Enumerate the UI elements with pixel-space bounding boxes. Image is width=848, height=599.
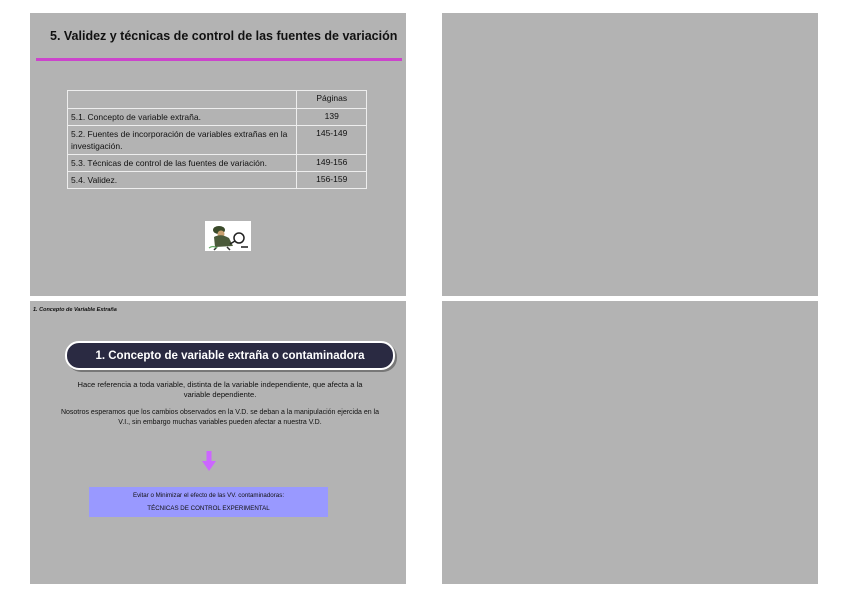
control-techniques-box <box>89 487 328 517</box>
explanation-paragraph: Nosotros esperamos que los cambios observados en la V.D. se deban a la manipulación ejercida en la V.I., sin embargo muchas variables pueden afectar a nuestra V.D. <box>60 409 380 426</box>
table-cell-pages: 156-159 <box>297 172 367 189</box>
slide-3-header: 1. Concepto de Variable Extraña <box>33 307 117 313</box>
contents-table <box>67 90 367 189</box>
slide-4-blank <box>442 301 818 584</box>
slide-3 <box>30 301 406 584</box>
table-cell-topic: 5.1. Concepto de variable extraña. <box>68 109 297 126</box>
table-cell-topic: 5.2. Fuentes de incorporación de variables extrañas en la investigación. <box>68 126 297 155</box>
table-row <box>68 172 367 189</box>
table-cell-pages: 145-149 <box>297 126 367 155</box>
table-cell-topic: 5.3. Técnicas de control de las fuentes de variación. <box>68 155 297 172</box>
table-row <box>68 109 367 126</box>
table-header-empty <box>68 91 297 109</box>
slide-2-blank <box>442 13 818 296</box>
box-line-1: Evitar o Minimizar el efecto de las VV. contaminadoras: <box>132 492 285 499</box>
table-cell-topic: 5.4. Validez. <box>68 172 297 189</box>
arrow-down-icon <box>202 451 216 471</box>
slide-1-title: 5. Validez y técnicas de control de las fuentes de variación <box>50 29 398 43</box>
box-line-2: TÉCNICAS DE CONTROL EXPERIMENTAL <box>147 505 270 512</box>
title-underline <box>36 58 402 61</box>
table-cell-pages: 139 <box>297 109 367 126</box>
table-header-pages: Páginas <box>297 91 367 109</box>
slide-1 <box>30 13 406 296</box>
definition-paragraph: Hace referencia a toda variable, distinta de la variable independiente, que afecta a la variable dependiente. <box>77 380 363 399</box>
detective-clipart-icon <box>205 221 251 251</box>
section-title-pill: 1. Concepto de variable extraña o contaminadora <box>65 341 395 370</box>
table-row <box>68 155 367 172</box>
table-cell-pages: 149-156 <box>297 155 367 172</box>
table-header-row <box>68 91 367 109</box>
table-row <box>68 126 367 155</box>
